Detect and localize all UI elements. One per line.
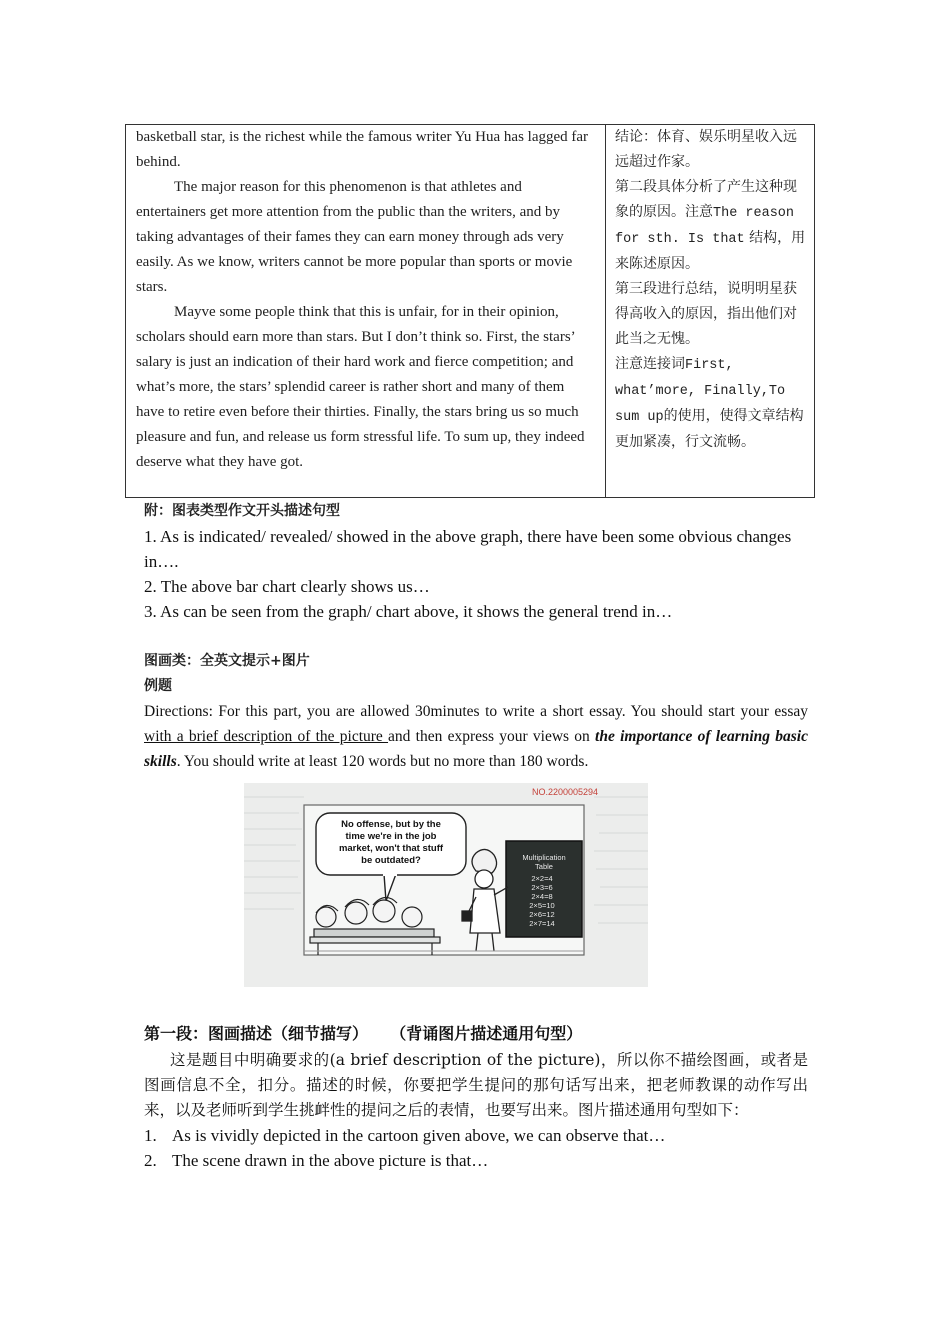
list-item xyxy=(144,1148,808,1173)
section-1-body: 这是题目中明确要求的(a brief description of the picture)，所以你不描绘图画，或者是图画信息不全，扣分。描述的时候，你要把学生提问的那句话写出来，把老师教课的动作写出来，以及老师听到学生挑衅性的提问之后的表情，也要写出来。图片描述通用句型如下： xyxy=(144,1051,808,1119)
note-2 xyxy=(615,175,806,277)
bubble-line-1: No offense, but by the xyxy=(341,819,441,830)
directions-topic: the importance of learning basic skills xyxy=(144,728,808,770)
bubble-line-4: be outdated? xyxy=(361,855,421,866)
directions-part-2: and then express your views on xyxy=(388,728,596,745)
note-2-code: The reason for sth. Is that xyxy=(615,206,795,247)
list-item xyxy=(144,1123,808,1148)
note-3: 第三段进行总结，说明明星获得高收入的原因，指出他们对此当之无愧。 xyxy=(615,281,797,347)
note-1: 结论：体育、娱乐明星收入远远超过作家。 xyxy=(615,129,797,170)
template-sentence-list xyxy=(144,1123,808,1173)
note-2-text-b: 结构，用来陈述原因。 xyxy=(615,230,806,272)
board-title-2: Table xyxy=(535,862,553,871)
picture-type-section xyxy=(144,649,808,774)
note-4-text-b: 的使用，使得文章结构更加紧凑，行文流畅。 xyxy=(615,408,804,450)
section-1-heading: 第一段：图画描述（细节描写） （背诵图片描述通用句型） xyxy=(144,1024,583,1043)
board-title-1: Multiplication xyxy=(522,853,566,862)
picture-type-heading: 图画类：全英文提示+图片 xyxy=(144,653,310,669)
stamp-number: NO.2200005294 xyxy=(532,787,599,797)
bubble-line-3: market, won't that stuff xyxy=(338,843,444,854)
note-2-text-a: 第二段具体分析了产生这种现象的原因。注意 xyxy=(615,179,797,220)
appendix-sentence-2: 2. The above bar chart clearly shows us… xyxy=(144,577,430,596)
board-row-3: 2×4=8 xyxy=(531,892,553,901)
essay-paragraph-1: basketball star, is the richest while the famous writer Yu Hua has lagged far behind. xyxy=(136,129,589,170)
directions-underlined: with a brief description of the picture xyxy=(144,728,389,745)
essay-paragraph-2: The major reason for this phenomenon is that athletes and entertainers get more attention from the public than the writers, and by taking advantages of their fames they can earn money through ads very easily. As we know, writers cannot be more popular than sports or movie stars. xyxy=(136,179,573,295)
board-row-6: 2×7=14 xyxy=(529,919,555,928)
list-text: The scene drawn in the above picture is that… xyxy=(172,1151,489,1170)
list-number: 1. xyxy=(144,1126,157,1145)
board-row-1: 2×2=4 xyxy=(531,874,553,883)
notes-column xyxy=(606,125,814,497)
example-label: 例题 xyxy=(144,678,172,694)
essay-table xyxy=(125,124,815,498)
bubble-line-2: time we're in the job xyxy=(345,831,437,842)
note-4-code: First, what’more, Finally,To sum up xyxy=(615,358,786,425)
cartoon-illustration xyxy=(244,783,648,987)
directions-part-1: Directions: For this part, you are allowed 30minutes to write a short essay. You should start your essay xyxy=(144,703,808,720)
note-4 xyxy=(615,352,806,455)
cartoon-image xyxy=(244,783,648,987)
board-row-4: 2×5=10 xyxy=(529,901,555,910)
essay-column xyxy=(126,125,606,497)
appendix-sentence-3: 3. As can be seen from the graph/ chart above, it shows the general trend in… xyxy=(144,602,673,621)
board-row-5: 2×6=12 xyxy=(529,910,555,919)
appendix-section xyxy=(144,499,808,624)
directions-part-3: . You should write at least 120 words but no more than 180 words. xyxy=(176,753,589,770)
list-number: 2. xyxy=(144,1151,157,1170)
directions-text xyxy=(144,699,808,774)
section-1 xyxy=(144,1020,808,1173)
appendix-heading: 附：图表类型作文开头描述句型 xyxy=(144,503,340,519)
appendix-sentence-1: 1. As is indicated/ revealed/ showed in the above graph, there have been some obvious changes in…. xyxy=(144,527,792,571)
board-row-2: 2×3=6 xyxy=(531,883,553,892)
note-4-text-a: 注意连接词 xyxy=(615,356,685,372)
list-text: As is vividly depicted in the cartoon given above, we can observe that… xyxy=(172,1126,666,1145)
essay-paragraph-3: Mayve some people think that this is unfair, for in their opinion, scholars should earn more than stars. But I don’t think so. First, the stars’ salary is just an indication of their hard work and fierce competition; and what’s more, the stars’ splendid career is rather short and many of them have to retire even before their thirties. Finally, the stars bring us so much pleasure and fun, and release us form stressful life. To sum up, they indeed deserve what they have got. xyxy=(136,304,585,470)
